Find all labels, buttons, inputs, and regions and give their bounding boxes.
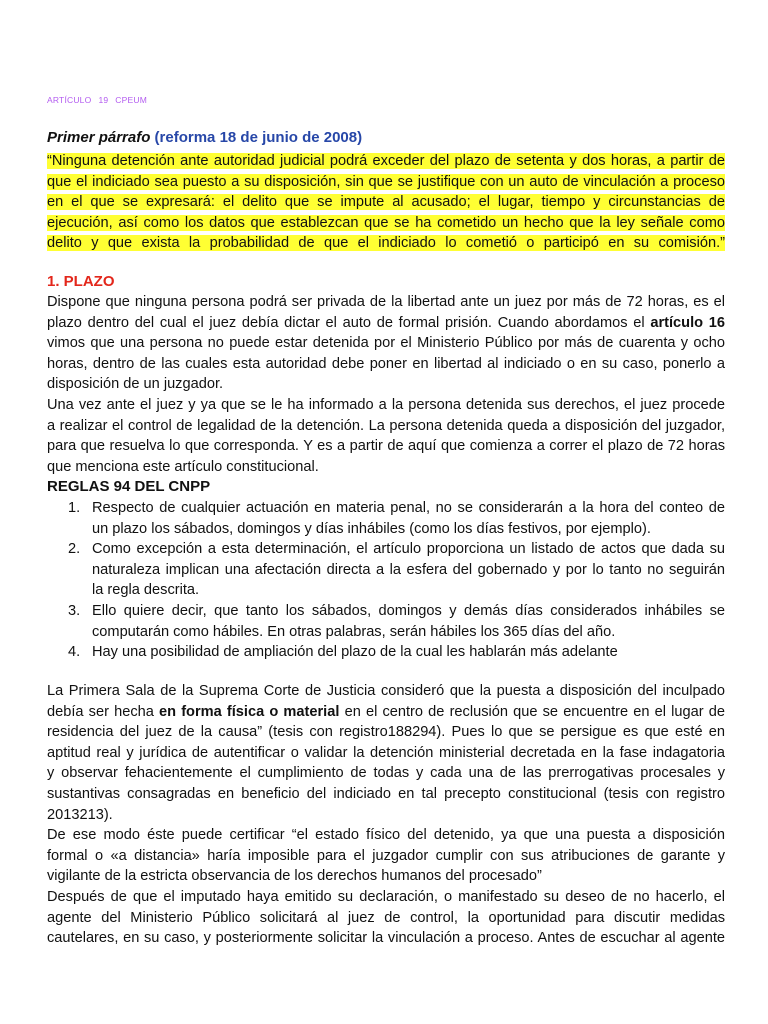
text-line: para que resuelva lo que corresponda. Y es a partir de aquí que comienza a correr el plazo de 72 horas <box>47 438 725 455</box>
text-run: en el centro de reclusión que se encuentre en el lugar de <box>339 703 725 720</box>
text-line: residencia del juez de la causa” (tesis con registro188294). Pues lo que se persigue es que esté en <box>47 724 725 741</box>
article-16-reference: artículo 16 <box>650 314 725 331</box>
text-line: La Primera Sala de la Suprema Corte de Justicia consideró que la puesta a disposición del inculpado <box>47 683 725 699</box>
text-line: computarán como hábiles. En otras palabras, serán hábiles los 365 días del año. <box>92 623 616 640</box>
constitution-abbrev: CPEUM <box>115 95 147 105</box>
list-item <box>68 498 725 539</box>
text-line: 2013213). <box>47 806 113 823</box>
section-heading-rules: REGLAS 94 DEL CNPP <box>47 478 211 495</box>
article-reference <box>47 90 154 111</box>
text-line: vigilante de la estricta observancia de los derechos humanos del procesado” <box>47 868 542 885</box>
text-line: vimos que una persona no puede estar detenida por el Ministerio Público por más de cuarenta y ocho <box>47 335 725 352</box>
list-text <box>92 601 725 642</box>
text-line: Respecto de cualquier actuación en materia penal, no se considerarán a la hora del conteo de <box>92 500 725 516</box>
text-line: aptitud real y jurídica de autentificar o validar la detención ministerial decretada en la fase indagatoria <box>47 744 725 761</box>
emphasis-text: en forma física o material <box>159 703 340 720</box>
section-heading-plazo: 1. PLAZO <box>47 273 115 290</box>
text-run: plazo dentro del cual el juez debía dictar el auto de formal prisión. Cuando abordamos el <box>47 314 651 331</box>
text-line <box>47 313 725 334</box>
text-line: Dispone que ninguna persona podrá ser privada de la libertad ante un juez por más de 72 horas, es el <box>47 294 725 310</box>
list-text <box>92 539 725 601</box>
constitutional-quote <box>47 151 725 254</box>
text-run: debía ser hecha <box>47 703 160 720</box>
reform-date: (reforma 18 de junio de 2008) <box>154 129 363 146</box>
list-text <box>92 498 725 539</box>
text-line: sustantivas consagradas en beneficio del indiciado en tal precepto constitucional (tesis con registro <box>47 785 725 802</box>
text-line: agente del Ministerio Público solicitará al juez de control, la oportunidad para discutir medidas <box>47 909 725 926</box>
text-line: naturaleza implican una afectación directa a la esfera del gobernado y por lo tanto no seguirán <box>92 561 725 578</box>
text-line: De ese modo éste puede certificar “el estado físico del detenido, ya que una puesta a disposición <box>47 827 725 844</box>
text-line: horas, dentro de las cuales esta autoridad debe poner en libertad al indiciado o en su caso, ponerlo a <box>47 355 725 372</box>
text-line: Después de que el imputado haya emitido su declaración, o manifestado su deseo de no hacerlo, el <box>47 888 725 905</box>
quote-line: delito y que exista la probabilidad de que el indiciado lo cometió o participó en su comisión.” <box>47 235 725 252</box>
text-line: un plazo los sábados, domingos y días inhábiles (como los días festivos, por ejemplo). <box>92 520 651 537</box>
text-line: la regla descrita. <box>92 582 200 599</box>
article-label: ARTÍCULO <box>47 95 92 105</box>
quote-line: en el que se expresará: el delito que se impute al acusado; el lugar, tiempo y circunstancias de <box>47 194 725 211</box>
list-item <box>68 601 725 642</box>
reform-heading <box>47 128 725 149</box>
list-item <box>68 642 725 663</box>
quote-line: que el indiciado sea puesto a su disposición, sin que se justifique con un auto de vinculación a proceso <box>47 173 725 190</box>
text-line: Ello quiere decir, que tanto los sábados, domingos y demás días considerados inhábiles se <box>92 602 725 619</box>
text-line: que menciona este artículo constitucional. <box>47 458 319 475</box>
text-line: Como excepción a esta determinación, el artículo proporciona un listado de actos que dada su <box>92 541 725 558</box>
text-line: a realizar el control de legalidad de la detención. La persona detenida queda a disposición del juzgador, <box>47 417 725 434</box>
paragraph-label: Primer párrafo <box>47 129 151 146</box>
list-number: 4. <box>68 644 81 661</box>
paragraph-supreme-court <box>47 681 725 949</box>
quote-line: ejecución, así como los datos que establezcan que se ha cometido un hecho que la ley señale como <box>47 214 725 231</box>
text-line: y observar fehacientemente el cumplimiento de todas y cada una de las prerrogativas procesales y <box>47 765 725 782</box>
rules-list <box>68 498 725 663</box>
paragraph-plazo <box>47 292 725 477</box>
text-line: disposición de un juzgador. <box>47 376 224 393</box>
article-number: 19 <box>98 95 109 105</box>
text-line: Una vez ante el juez y ya que se le ha informado a la persona detenida sus derechos, el juez procede <box>47 396 725 413</box>
text-line: cautelares, en su caso, y posteriormente solicitar la vinculación a proceso. Antes de escuchar al agente <box>47 930 725 947</box>
text-line <box>47 702 725 723</box>
list-text <box>92 642 725 663</box>
text-line: Hay una posibilidad de ampliación del plazo de la cual les hablarán más adelante <box>92 644 618 661</box>
list-number: 3. <box>68 602 81 619</box>
list-number: 1. <box>68 500 81 516</box>
list-number: 2. <box>68 541 81 558</box>
quote-line: “Ninguna detención ante autoridad judicial podrá exceder del plazo de setenta y dos horas, a partir de <box>47 153 725 169</box>
list-item <box>68 539 725 601</box>
text-line: formal o «a distancia» haría imposible para el juzgador cumplir con sus atribuciones de garante y <box>47 847 725 864</box>
